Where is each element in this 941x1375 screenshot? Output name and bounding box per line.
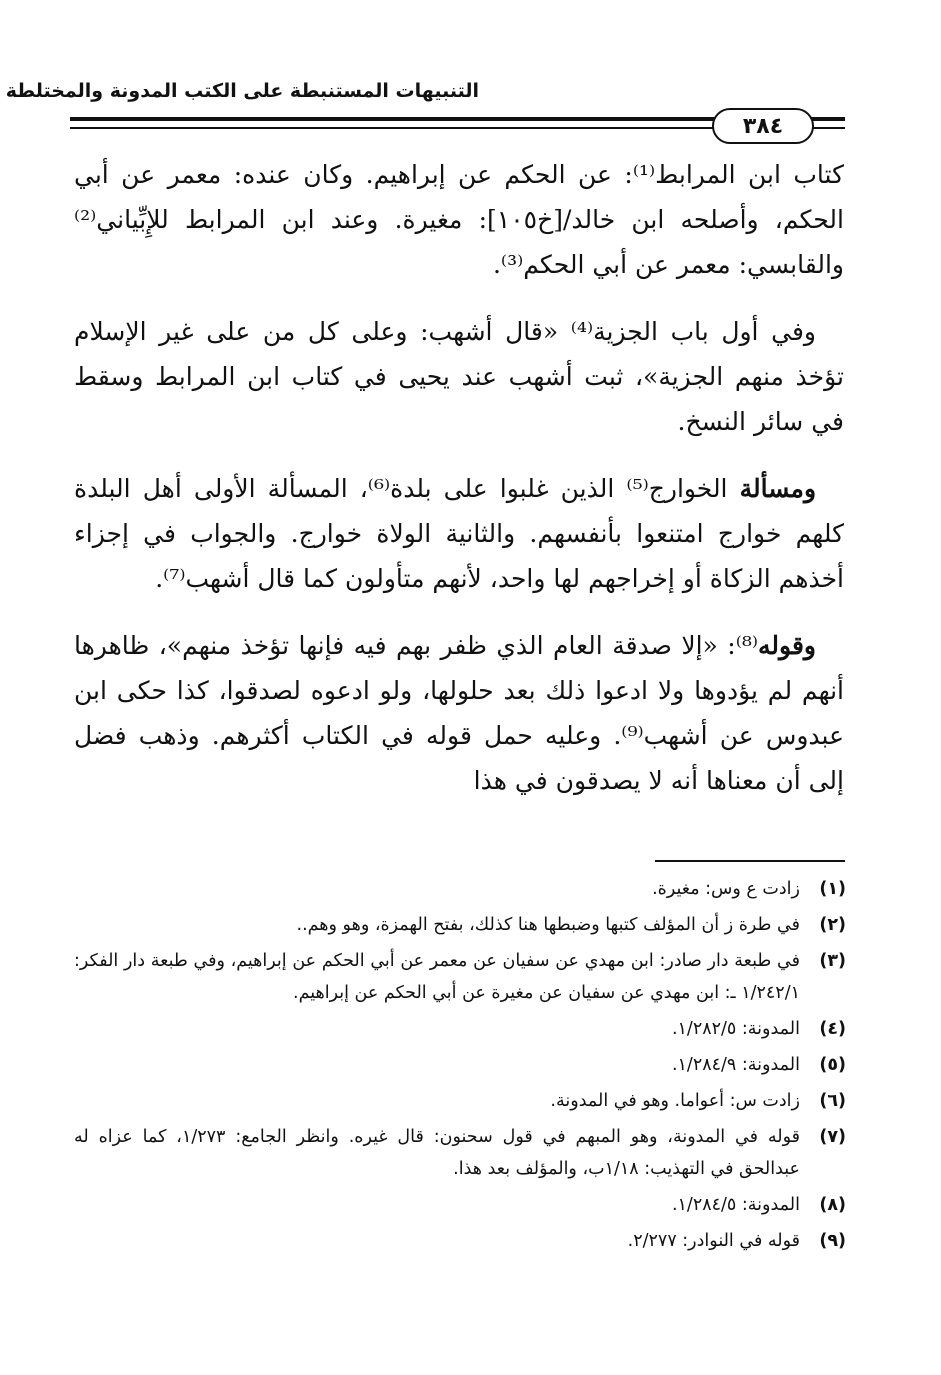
footnote-text: قوله في المدونة، وهو المبهم في قول سحنون: قال غيره. وانظر الجامع: ١/٢٧٣، كما عزاه له عبدالحق في التهذيب: ١/١٨ب، والمؤلف بعد هذا.: [74, 1127, 800, 1179]
footnote: [74, 1225, 846, 1257]
footnote: [74, 1121, 846, 1185]
footnote-text: زادت س: أعواما. وهو في المدونة.: [550, 1091, 800, 1111]
main-text: [74, 152, 844, 825]
footnote-number: (٥): [819, 1055, 846, 1075]
page-number: ٣٨٤: [712, 108, 814, 144]
paragraph-text: وفي أول باب الجزية⁽⁴⁾ «قال أشهب: وعلى كل من على غير الإسلام تؤخذ منهم الجزية»، ثبت أشهب عند يحيى في كتاب ابن المرابط وسقط في سائر النسخ.: [74, 317, 844, 436]
footnote-number: (٦): [819, 1091, 846, 1111]
footnote: [74, 1013, 846, 1045]
footnote-text: زادت ع وس: مغيرة.: [652, 879, 800, 899]
footnote-number: (٨): [819, 1195, 846, 1215]
footnote-number: (١): [819, 879, 846, 899]
paragraph-1: [74, 152, 844, 287]
footnote: [74, 1049, 846, 1081]
footnote: [74, 909, 846, 941]
footnote-text: في طبعة دار صادر: ابن مهدي عن سفيان عن معمر عن أبي الحكم عن إبراهيم، وفي طبعة دار الفكر: ١/٢٤٢/١ ـ: ابن مهدي عن سفيان عن مغيرة عن أبي الحكم عن إبراهيم.: [74, 951, 800, 1003]
footnote: [74, 945, 846, 1009]
footnote-number: (٩): [819, 1231, 846, 1251]
footnote-number: (٣): [819, 951, 846, 971]
footnote-text: المدونة: ١/٢٨٤/٩.: [671, 1055, 800, 1075]
footnote: [74, 1189, 846, 1221]
footnote: [74, 873, 846, 905]
paragraph-text: الخوارج⁽⁵⁾ الذين غلبوا على بلدة⁽⁶⁾، المسألة الأولى أهل البلدة كلهم خوارج امتنعوا بأنفسهم. والثانية الولاة خوارج. والجواب في إجزاء أخذهم الزكاة أو إخراجهم لها واحد، لأنهم متأولون كما قال أشهب⁽⁷⁾.: [74, 474, 844, 593]
footnote: [74, 1085, 846, 1117]
footnote-text: قوله في النوادر: ٢/٢٧٧.: [627, 1231, 800, 1251]
footnotes: [74, 873, 846, 1261]
paragraph-3: [74, 466, 844, 601]
footnote-number: (٧): [819, 1127, 846, 1147]
footnote-text: المدونة: ١/٢٨٤/٥.: [671, 1195, 800, 1215]
footnote-number: (٢): [819, 915, 846, 935]
paragraph-2: [74, 309, 844, 444]
paragraph-lead: ومسألة: [739, 474, 817, 503]
footnote-separator: [655, 860, 845, 862]
running-header-title: التنبيهات المستنبطة على الكتب المدونة والمختلطة: [5, 80, 479, 102]
footnote-text: في طرة ز أن المؤلف كتبها وضبطها هنا كذلك، بفتح الهمزة، وهو وهم..: [296, 915, 800, 935]
paragraph-text: كتاب ابن المرابط⁽¹⁾: عن الحكم عن إبراهيم. وكان عنده: معمر عن أبي الحكم، وأصلحه ابن خالد/[خ١٠٥]: مغيرة. وعند ابن المرابط للإِبِّياني⁽²⁾ والقابسي: معمر عن أبي الحكم⁽³⁾.: [74, 160, 844, 279]
footnote-text: المدونة: ١/٢٨٢/٥.: [671, 1019, 800, 1039]
paragraph-4: [74, 623, 844, 803]
paragraph-lead: وقوله: [758, 631, 816, 660]
paragraph-text: ⁽⁸⁾: «إلا صدقة العام الذي ظفر بهم فيه فإنها تؤخذ منهم»، ظاهرها أنهم لم يؤدوها ولا ادعوا ذلك بعد حلولها، ولو ادعوه لصدقوا، كذا حكى ابن عبدوس عن أشهب⁽⁹⁾. وعليه حمل قوله في الكتاب أكثرهم. وذهب فضل إلى أن معناها أنه لا يصدقون في هذا: [74, 631, 844, 795]
footnote-number: (٤): [819, 1019, 846, 1039]
